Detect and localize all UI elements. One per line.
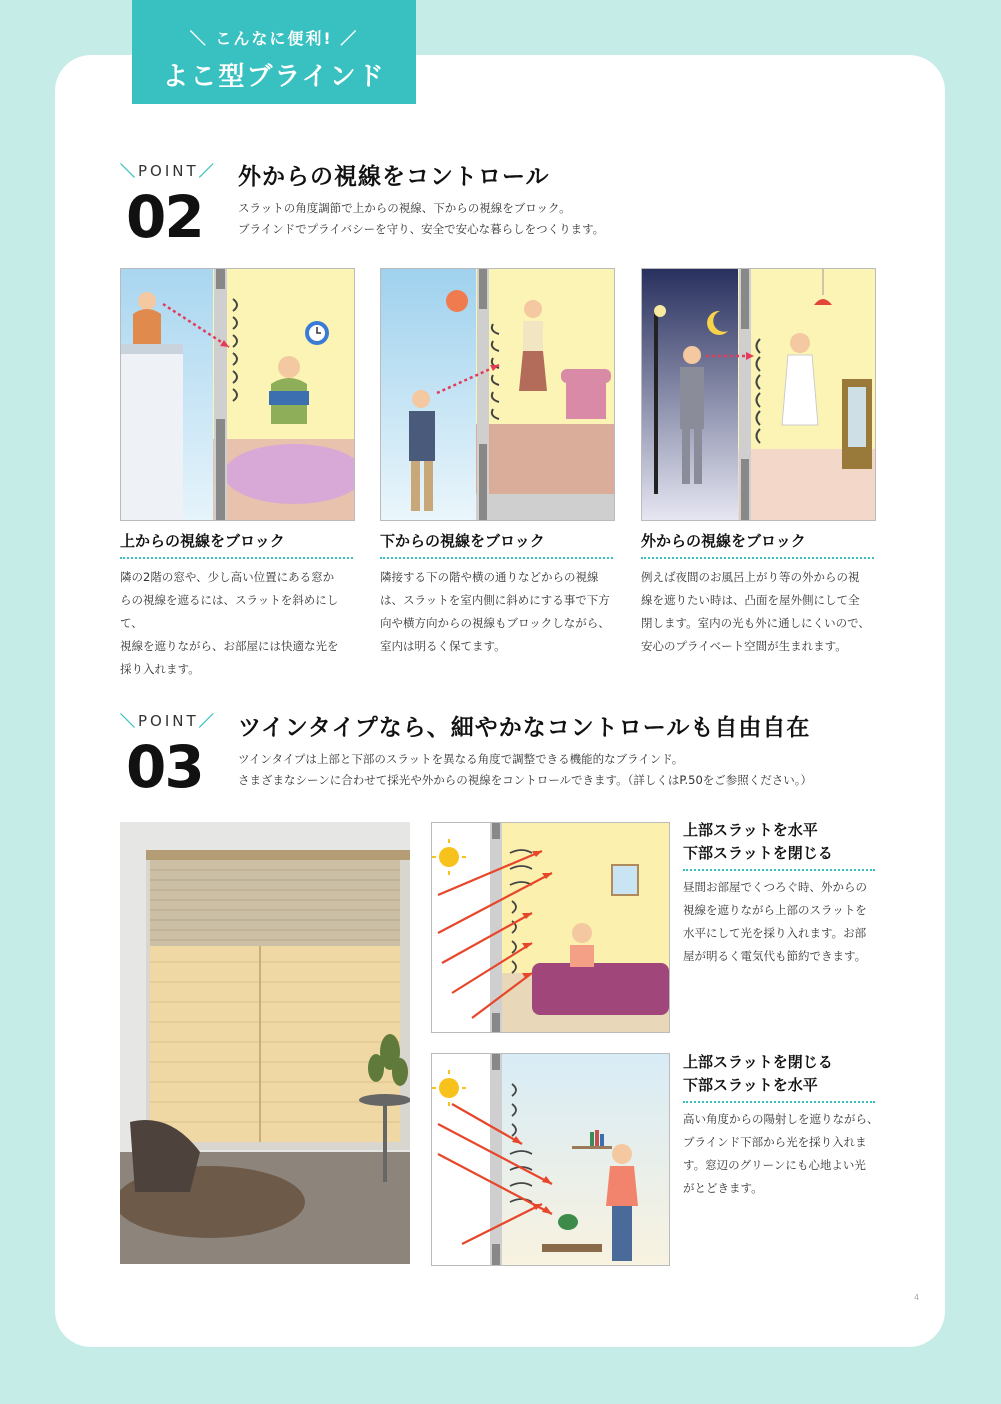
illustration-view-from-outside xyxy=(641,268,876,521)
card-text-above: 隣の2階の窓や、少し高い位置にある窓か らの視線を遮るには、スラットを斜めにして、 視線を遮りながら、お部屋には快適な光を 採り入れます。 xyxy=(120,570,339,676)
point-03-lead: ツインタイプは上部と下部のスラットを異なる角度で調整できる機能的なブラインド。 さまざまなシーンに合わせて採光や外からの視線をコントロールできます。（詳しくはP.50をご参照ください。） xyxy=(238,752,813,787)
point-03-heading: ツインタイプなら、細やかなコントロールも自由自在 xyxy=(238,715,811,741)
card-title-outside: 外からの視線をブロック xyxy=(641,530,874,559)
illustration-view-from-above xyxy=(120,268,355,521)
category-tab xyxy=(132,0,416,104)
item-text-upper-open: 昼間お部屋でくつろぐ時、外からの 視線を遮りながら上部のスラットを 水平にして光を採り入れます。お部 屋が明るく電気代も節約できます。 xyxy=(683,880,867,963)
point-02-number: 02 xyxy=(126,183,203,251)
tab-title: よこ型ブラインド xyxy=(162,62,386,92)
point-02-label: ＼POINT／ xyxy=(120,162,217,180)
page-number: 4 xyxy=(914,1293,920,1302)
item-text-lower-open: 高い角度からの陽射しを遮りながら、 ブラインド下部から光を採り入れま す。窓辺のグリーンにも心地よい光 がとどきます。 xyxy=(683,1112,879,1195)
item-title-lower-open: 上部スラットを閉じる 下部スラットを水平 xyxy=(683,1051,875,1103)
illustration-upper-open xyxy=(431,822,670,1033)
illustration-view-from-below xyxy=(380,268,615,521)
point-03-number: 03 xyxy=(126,733,203,801)
card-text-below: 隣接する下の階や横の通りなどからの視線 は、スラットを室内側に斜めにする事で下方 向や横方向からの視線もブロックしながら、 室内は明るく保てます。 xyxy=(380,570,610,653)
card-title-above: 上からの視線をブロック xyxy=(120,530,353,559)
twin-blind-room-photo xyxy=(120,822,410,1264)
point-03-label: ＼POINT／ xyxy=(120,712,217,730)
illustration-lower-open xyxy=(431,1053,670,1266)
card-text-outside: 例えば夜間のお風呂上がり等の外からの視 線を遮りたい時は、凸面を屋外側にして全 閉します。室内の光も外に通しにくいので、 安心のプライベート空間が生まれます。 xyxy=(641,570,870,653)
card-title-below: 下からの視線をブロック xyxy=(380,530,613,559)
tab-subtitle: ＼ こんなに便利! ／ xyxy=(189,29,359,48)
item-title-upper-open: 上部スラットを水平 下部スラットを閉じる xyxy=(683,819,875,871)
point-02-heading: 外からの視線をコントロール xyxy=(238,164,550,190)
point-02-lead: スラットの角度調節で上からの視線、下からの視線をブロック。 ブラインドでプライバシーを守り、安全で安心な暮らしをつくります。 xyxy=(238,201,605,236)
